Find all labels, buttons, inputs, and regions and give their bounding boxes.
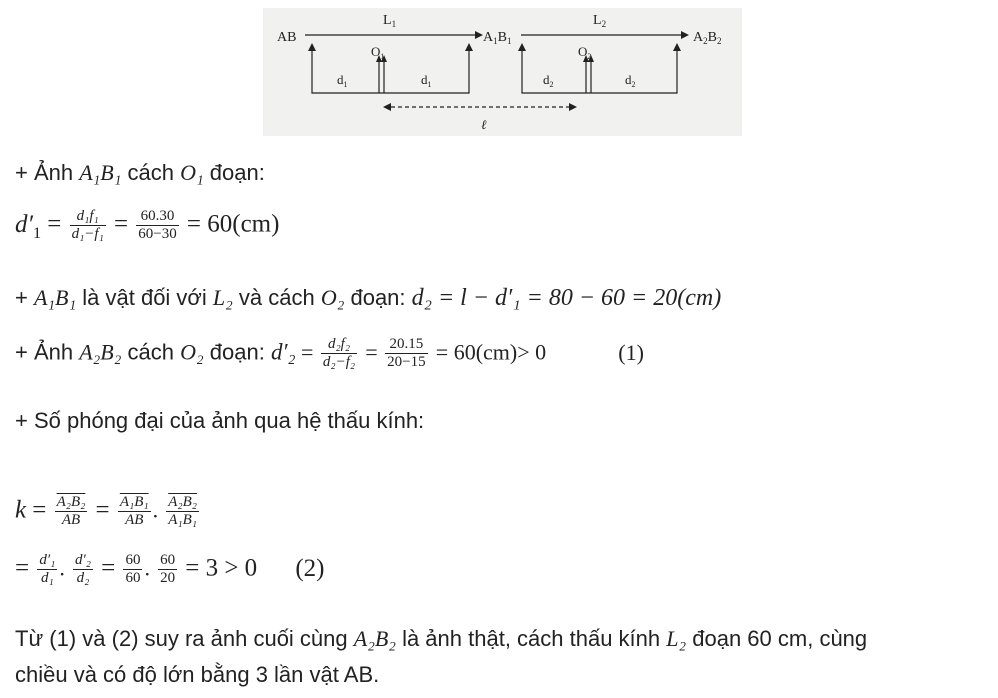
line-a1b1-object: + A₁B₁ là vật đối với L₂ và cách O₂ đoạn: d₂ = l − d′₁ = 80 − 60 = 20(cm) bbox=[15, 285, 722, 311]
conclusion-line-2: chiều và có độ lớn bằng 3 lần vật AB. bbox=[15, 662, 380, 687]
svg-text:O1: $O_1$ bbox=[371, 44, 385, 61]
svg-text:d2: $d_2$ bbox=[543, 72, 554, 89]
arrow-right-icon bbox=[475, 31, 483, 39]
svg-text:ℓ: ℓ bbox=[481, 117, 487, 132]
arrow-right-icon bbox=[681, 31, 689, 39]
svg-text:L2: $L_2$ bbox=[593, 13, 607, 29]
svg-text:O2: $O_2$ bbox=[578, 44, 592, 61]
svg-text:d2: $d_2$ bbox=[625, 72, 636, 89]
equation-d1-prime: $d'_1$ = $\frac{\text{d₁f₁}}{\text{d₁−f₁}}$ = $\frac{60.30}{60-30}$ = 60(cm) bbox=[15, 208, 280, 243]
line-image-a2b2: + Ảnh A₂B₂ cách O₂ đoạn: d′₂ = $\frac{\text{d₂f₂}}{\text{d₂−f₂}}$ = $\frac{20.15}{20-15}$ = 60(cm)> 0 (1) bbox=[15, 336, 644, 371]
svg-text:A2B2: $A_2B_2$ bbox=[693, 30, 722, 46]
svg-text:d1: $d_1$ bbox=[337, 72, 348, 89]
svg-text:A1B1: $A_1B_1$ bbox=[483, 30, 512, 46]
svg-text:L1: $L_1$ bbox=[383, 13, 397, 29]
line-magnification-heading: + Số phóng đại của ảnh qua hệ thấu kính: bbox=[15, 408, 425, 433]
conclusion-line-1: Từ (1) và (2) suy ra ảnh cuối cùng A₂B₂ là ảnh thật, cách thấu kính L₂ đoạn 60 cm, cùng bbox=[15, 626, 868, 651]
equation-k: k = $\frac{\text{A₂B₂}}{AB}$ = $\frac{\text{A₁B₁}}{AB}$ . $\frac{\text{A₂B₂}}{\text{A₁B₁}}$ bbox=[15, 494, 197, 529]
label-ab: AB bbox=[277, 30, 297, 45]
optics-diagram bbox=[263, 8, 742, 136]
svg-text:d1: $d_1$ bbox=[421, 72, 432, 89]
equation-k-result: = $\frac{\text{d′₁}}{\text{d₁}}$ . $\frac{\text{d′₂}}{\text{d₂}}$ = $\frac{60}{60}$ . $\frac{60}{20}$ = 3 > 0 (2) bbox=[15, 552, 325, 587]
line-image-a1b1: + Ảnh A₁B₁ cách O₁ đoạn: bbox=[15, 160, 265, 185]
